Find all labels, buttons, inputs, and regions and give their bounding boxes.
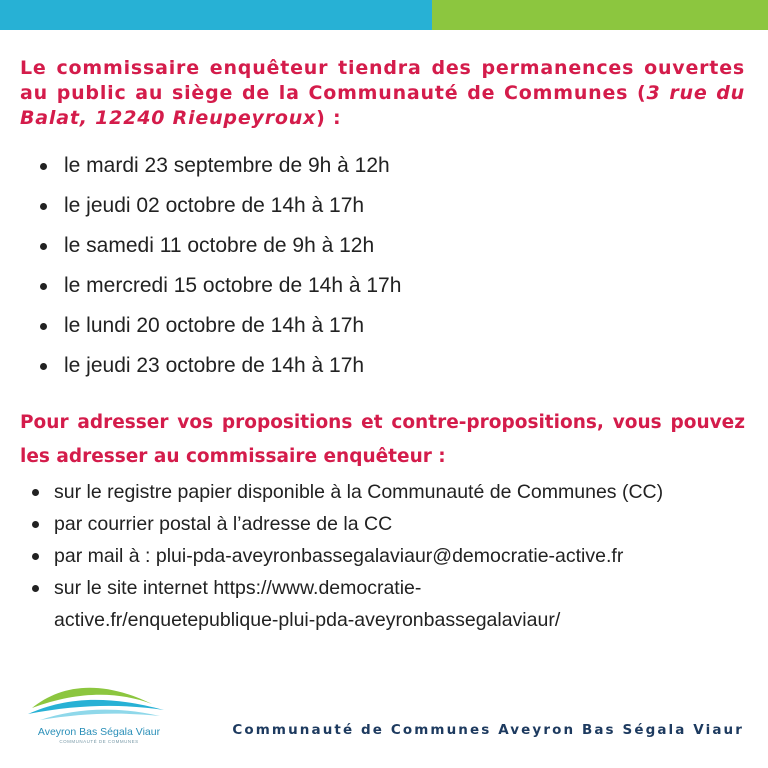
- intro-text-after: ) :: [316, 107, 342, 129]
- top-bar-green-segment: [432, 0, 768, 30]
- schedule-date: le jeudi 02 octobre de 14h à 17h: [64, 194, 365, 217]
- website-link: active.fr/enquetepublique-plui-pda-aveyronbassegalaviaur/: [54, 609, 561, 631]
- list-item: [40, 266, 401, 306]
- bullet-icon: [32, 489, 39, 496]
- list-item: [32, 508, 742, 540]
- schedule-date: le jeudi 23 octobre de 14h à 17h: [64, 354, 365, 377]
- channel-website: [54, 572, 560, 636]
- logo-subtitle: COMMUNAUTÉ DE COMMUNES: [59, 739, 139, 744]
- list-item: [32, 540, 742, 572]
- schedule-date: le samedi 11 octobre de 9h à 12h: [64, 234, 375, 257]
- list-item: [40, 146, 401, 186]
- channel-registry: sur le registre papier disponible à la Communauté de Communes (CC): [54, 481, 664, 503]
- list-item: [32, 476, 742, 508]
- list-item: [40, 346, 401, 386]
- bullet-icon: [40, 323, 47, 330]
- list-item: [40, 186, 401, 226]
- intro-address: 3 rue du Balat, 12240 Rieupeyroux: [20, 82, 745, 129]
- permanences-schedule-list: [40, 146, 401, 386]
- proposals-intro: Pour adresser vos propositions et contre-propositions, vous pouvez les adresser au commissaire enquêteur :: [20, 412, 745, 467]
- top-bar-blue-segment: [0, 0, 432, 30]
- channel-postal: par courrier postal à l’adresse de la CC: [54, 513, 393, 535]
- bullet-icon: [40, 283, 47, 290]
- bullet-icon: [40, 203, 47, 210]
- channel-email: par mail à : plui-pda-aveyronbassegalaviaur@democratie-active.fr: [54, 545, 624, 567]
- bullet-icon: [32, 521, 39, 528]
- list-item: [40, 306, 401, 346]
- permanences-intro: [20, 56, 745, 131]
- schedule-date: le mercredi 15 octobre de 14h à 17h: [64, 274, 402, 297]
- schedule-date: le lundi 20 octobre de 14h à 17h: [64, 314, 365, 337]
- submission-channels-list: [32, 476, 742, 636]
- list-item: [40, 226, 401, 266]
- top-color-bar: [0, 0, 768, 30]
- schedule-date: le mardi 23 septembre de 9h à 12h: [64, 154, 390, 177]
- bullet-icon: [40, 363, 47, 370]
- intro-text-before: Le commissaire enquêteur tiendra des permanences ouvertes au public au siège de la Communauté de Communes (: [20, 57, 745, 104]
- logo-name: Aveyron Bas Ségala Viaur: [37, 726, 161, 738]
- website-line-1: sur le site internet https://www.democratie-: [54, 577, 422, 599]
- bullet-icon: [40, 163, 47, 170]
- bullet-icon: [32, 553, 39, 560]
- community-logo: [24, 680, 174, 750]
- bullet-icon: [40, 243, 47, 250]
- bullet-icon: [32, 585, 39, 592]
- logo-waves-icon: [24, 680, 174, 726]
- footer-title: Communauté de Communes Aveyron Bas Ségala Viaur: [232, 722, 744, 738]
- list-item: [32, 572, 742, 636]
